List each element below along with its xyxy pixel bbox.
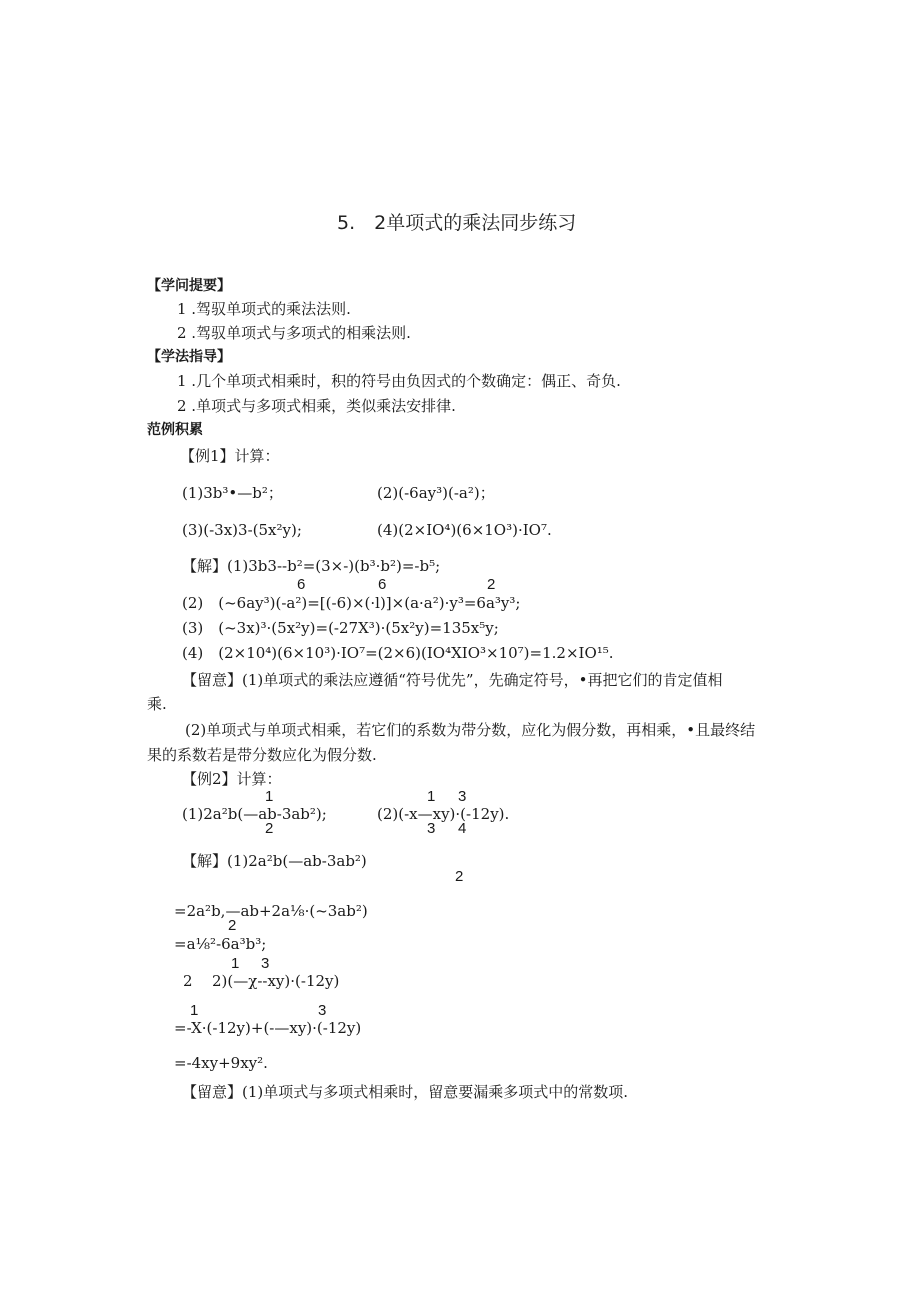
example1-problem-2: (2)(-6ay³)(-a²)； [377,484,495,502]
example1-note-line-4: 果的系数若是带分数应化为假分数. [147,746,377,764]
example1-solution-line-1 [182,557,440,575]
example1-note-line-3: (2)单项式与单项式相乘，若它们的系数为带分数，应化为假分数，再相乘，•且最终结 [185,721,756,739]
example1-solution-line-3: (3) (~3x)³·(5x²y)=(-27X³)·(5x²y)=135x⁵y; [182,619,499,637]
example1-problem-3: (3)(-3x)3-(5x²y); [182,521,302,539]
note-label: 【留意】 [182,671,243,689]
method-item: 2 .单项式与多项式相乘，类似乘法安排律. [177,397,456,415]
page-title: 5. 2单项式的乘法同步练习 [337,212,577,234]
fraction-denominator: 2 [455,868,464,885]
example1-note-line-2: 乘. [147,695,167,713]
example2-note [182,1083,628,1101]
fraction-numerator: 1 [265,788,274,805]
note-label: 【留意】 [182,1083,243,1101]
example2-solution-line-3: =a⅛²-6a³b³; [174,935,267,953]
fraction-numerator: 1 [231,955,240,972]
example2-label: 【例2】计算： [182,770,282,788]
solution-label: 【解】 [182,852,228,870]
solution-step: (1)3b3--b²=(3×-)(b³·b²)=-b⁵; [227,557,441,575]
example1-label: 【例1】计算： [180,447,280,465]
example2-solution-line-5: =-X·(-12y)+(-—xy)·(-12y) [174,1019,362,1037]
fraction-denominator: 4 [458,820,467,837]
example2-solution-index: 2 [183,972,193,990]
note-text: (1)单项式的乘法应遵循“符号优先”，先确定符号，•再把它们的肯定值相 [242,671,723,689]
fraction-denominator: 6 [378,576,387,593]
knowledge-heading: 【学问提要】 [147,278,231,294]
example2-solution-line-2: =2a²b,—ab+2a⅛·(~3ab²) [174,902,368,920]
knowledge-item: 2 .驾驭单项式与多项式的相乘法则. [177,324,411,342]
fraction-numerator: 3 [261,955,270,972]
example1-solution-line-2: (2) (~6ay³)(-a²)=[(-6)×(·l)]×(a·a²)·y³=6a³y³; [182,594,521,612]
fraction-denominator: 2 [228,917,237,934]
example2-solution-line-1 [182,852,367,870]
example2-solution-line-4: 2)(—χ--xy)·(-12y) [212,972,340,990]
solution-label: 【解】 [182,557,228,575]
fraction-numerator: 2 [487,576,496,593]
knowledge-item: 1 .驾驭单项式的乘法法则. [177,300,351,318]
example2-problem-1: (1)2a²b(—ab-3ab²); [182,805,327,823]
fraction-denominator: 2 [265,820,274,837]
example1-problem-1: (1)3b³•—b²； [182,484,283,502]
example1-problem-4: (4)(2×IO⁴)(6×1O³)·IO⁷. [377,521,552,539]
example2-problem-2: (2)(-x—xy)·(-12y). [377,805,510,823]
fraction-denominator: 6 [297,576,306,593]
fraction-numerator: 1 [427,788,436,805]
method-item: 1 .几个单项式相乘时，积的符号由负因式的个数确定：偶正、奇负. [177,372,621,390]
fraction-denominator: 3 [427,820,436,837]
example2-solution-line-6: =-4xy+9xy². [174,1054,268,1072]
example1-solution-line-4: (4) (2×10⁴)(6×10³)·IO⁷=(2×6)(IO⁴XIO³×10⁷)=1.2×IO¹⁵. [182,644,614,662]
fraction-numerator: 1 [190,1002,199,1019]
examples-heading: 范例积累 [147,422,203,438]
method-heading: 【学法指导】 [147,349,231,365]
example1-note-line-1 [182,671,722,689]
note-text: (1)单项式与多项式相乘时，留意要漏乘多项式中的常数项. [242,1083,629,1101]
solution-step: (1)2a²b(—ab-3ab²) [227,852,367,870]
fraction-numerator: 3 [458,788,467,805]
fraction-numerator: 3 [318,1002,327,1019]
